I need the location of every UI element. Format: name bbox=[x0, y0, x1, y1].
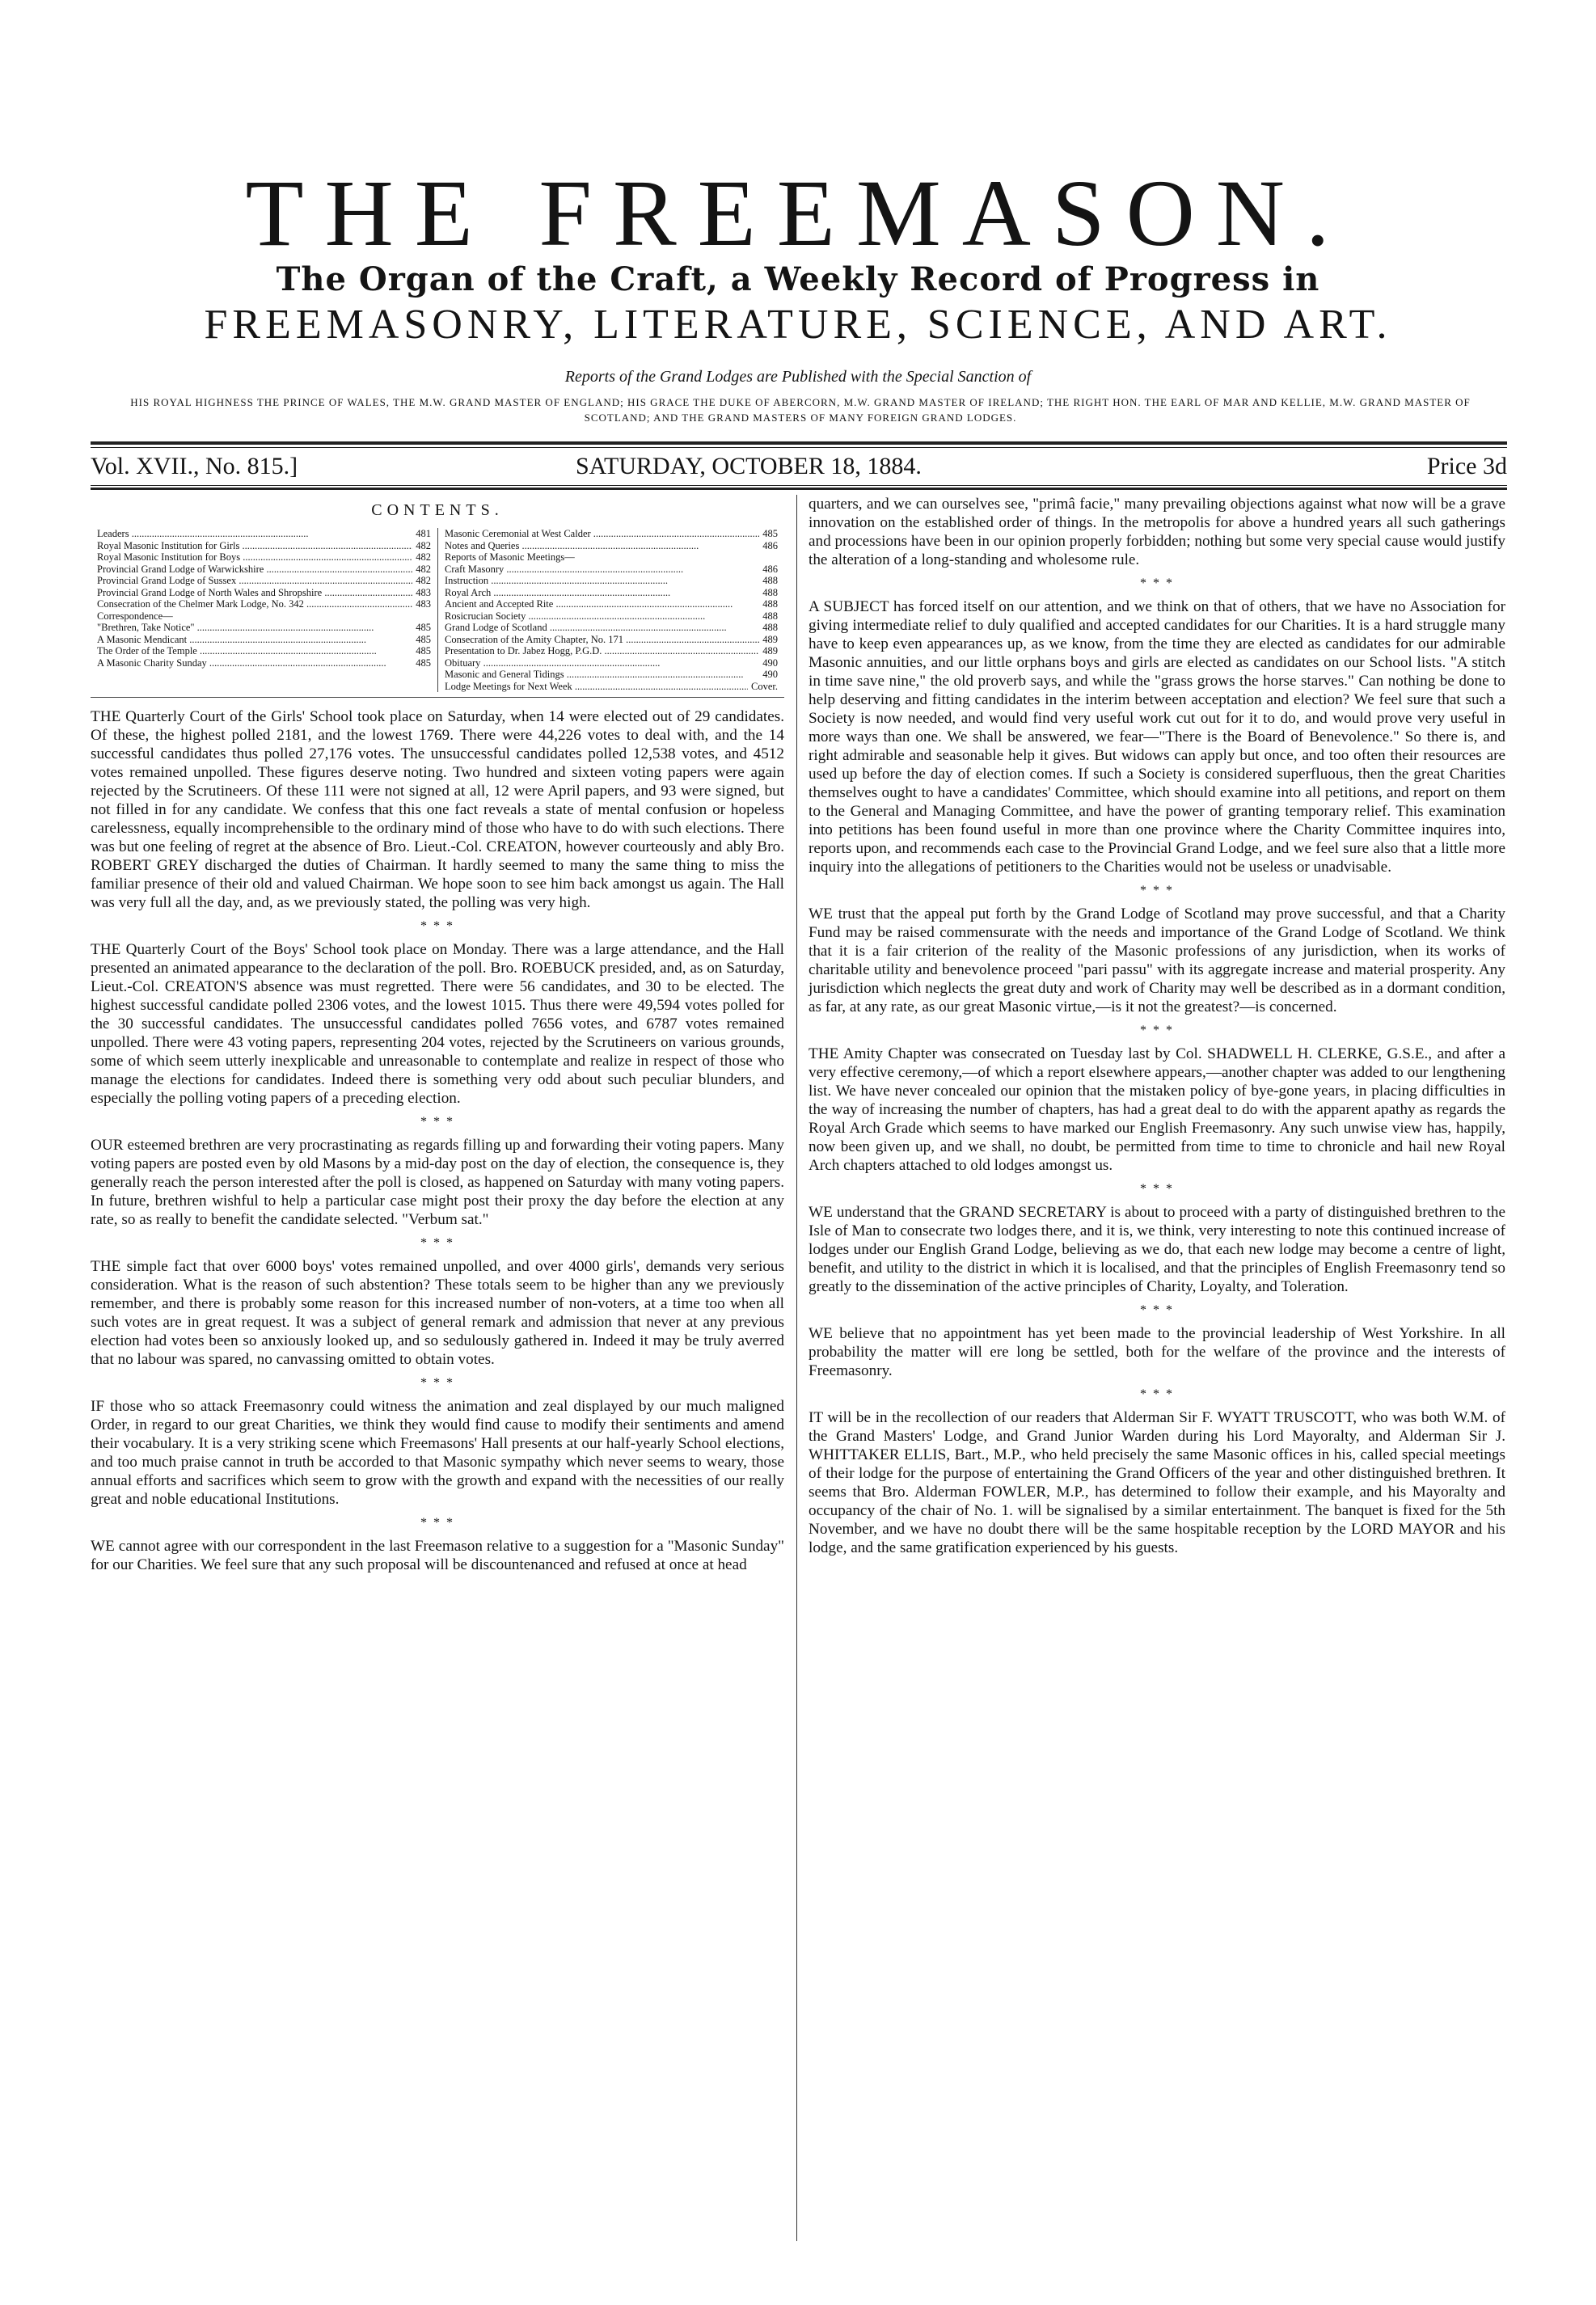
contents-entry bbox=[97, 540, 431, 552]
section-separator: * * * bbox=[420, 919, 454, 933]
masthead-title: THE FREEMASON. bbox=[245, 160, 1351, 266]
contents-entry bbox=[445, 610, 778, 623]
contents-entry-title: Leaders ..... bbox=[97, 528, 308, 540]
section-separator: * * * bbox=[420, 1376, 454, 1390]
contents-table bbox=[91, 528, 784, 692]
contents-entry-page: 482 bbox=[416, 551, 431, 563]
contents-entry-page: 488 bbox=[762, 610, 778, 622]
contents-entry bbox=[97, 575, 431, 587]
contents-entry-page: 488 bbox=[762, 575, 778, 586]
contents-entry-page: 490 bbox=[762, 656, 778, 669]
contents-entry-title: Royal Masonic Institution for Boys ..... bbox=[97, 551, 412, 564]
contents-entry-title: Grand Lodge of Scotland ..... bbox=[445, 622, 727, 634]
contents-entry bbox=[445, 575, 778, 587]
section-separator: * * * bbox=[420, 1115, 454, 1129]
contents-entry-page: 489 bbox=[762, 645, 778, 656]
article-paragraph: THE simple fact that over 6000 boys' votes remained unpolled, and over 4000 girls', demands very serious consideration. What is the reason of such abstention? These totals seem to be higher than any we previously remember, and there is probably some reason for this increased number of non-voters, at a time too when all such votes are in great request. It was a subject of general remark and admission that never at any previous election had votes been so anxiously looked up, and so sedulously gathered in. Indeed it may be truly averred that no labour was spared, no canvassing omitted to obtain votes. bbox=[91, 1258, 784, 1368]
contents-entry-page bbox=[428, 610, 431, 623]
section-separator: * * * bbox=[1140, 1303, 1174, 1317]
contents-entry-page: 486 bbox=[762, 563, 778, 575]
sanction-line: Reports of the Grand Lodges are Published with the Special Sanction of bbox=[564, 368, 1032, 386]
contents-entry-page bbox=[775, 551, 778, 564]
contents-entry bbox=[445, 587, 778, 599]
contents-entry bbox=[445, 657, 778, 669]
contents-entry-title: Instruction ..... bbox=[445, 575, 668, 587]
contents-entry bbox=[445, 540, 778, 552]
rule-mid-thin bbox=[91, 485, 1507, 486]
contents-entry-title: Masonic and General Tidings ..... bbox=[445, 669, 743, 681]
contents-entry-title: Ancient and Accepted Rite ..... bbox=[445, 598, 733, 610]
contents-entry-title: "Brethren, Take Notice" ..... bbox=[97, 622, 374, 634]
contents-entry-title: A Masonic Charity Sunday ..... bbox=[97, 657, 386, 669]
rule-mid-thick bbox=[91, 488, 1507, 490]
contents-entry bbox=[97, 622, 431, 634]
article-paragraph: OUR esteemed brethren are very procrastinating as regards filling up and forwarding their voting papers. Many voting papers are posted even by old Masons by a mid-day post on the day of election, the consequence is, they generally reach the person interested after the poll is closed, as happened on Saturday with many voting papers. In future, brethren wishful to help a particular case might post their proxy the day before the election at any rate, so as really to benefit the candidate selected. "Verbum sat." bbox=[91, 1137, 784, 1228]
article-paragraph: A SUBJECT has forced itself on our attention, and we think on that of others, that we have no Association for giving intermediate relief to duly qualified and accepted candidates for our Charities. It is a hard struggle many have to keep even appearances up, as we know, from the time they are elected as candidates for our admirable Masonic annuities, and our little orphans boys and girls are elected as candidates on our School lists. "A stitch in time save nine," the old proverb says, and while the "grass grows the horse starves." Can nothing be done to help deserving and fitting candidates in the interim between acceptation and election? We feel sure that such a Society is now needed, and would find very useful work cut out for it to do, and would prove very useful in more ways than one. We shall be answered, we fear—"There is the Board of Benevolence." So there is, and right admirable and seasonable help it gives. But widows can apply but once, and too often their resources are used up before the day of election comes. If such a Society is considered superfluous, then the great Charities themselves ought to have a candidates' Committee, which should examine into all petitions, and report on them to the General and Managing Committee, and have the power of granting temporary relief. This examination into petitions has been found useful in more than one province where the Charity Committee inquires into, reports upon, and recommends each case to the Provincial Grand Lodge, and we feel sure also that a little more inquiry into the allegations of petitioners to the Charities would not be useless or unadvisable. bbox=[809, 598, 1505, 876]
contents-entry-page: 485 bbox=[416, 633, 431, 645]
contents-entry-page: 485 bbox=[416, 622, 431, 633]
contents-entry-title: Provincial Grand Lodge of North Wales and Shropshire ..... bbox=[97, 587, 412, 599]
contents-entry-title: Lodge Meetings for Next Week ..... bbox=[445, 681, 748, 693]
article-paragraph: IT will be in the recollection of our readers that Alderman Sir F. WYATT TRUSCOTT, who was both W.M. of the Grand Masters' Lodge, and Grand Junior Warden during his Lord Mayoralty, and Alderman Sir J. WHITTAKER ELLIS, Bart., M.P., who held precisely the same Masonic offices in his, called special meetings of their lodge for the purpose of entertaining the Grand Officers of the year and other distinguished brethren. It seems that Bro. Alderman FOWLER, M.P., has determined to follow their example, and his Mayoralty and occupancy of the chair of No. 1. will be signalised by a similar entertainment. The banquet is fixed for the 5th November, and we have no doubt there will be the same hospitable reception by the LORD MAYOR and his lodge, and the same gratification experienced by his guests. bbox=[809, 1409, 1505, 1556]
right-articles bbox=[809, 495, 1505, 1557]
contents-entry-title: Obituary ..... bbox=[445, 657, 660, 669]
contents-entry-title: Masonic Ceremonial at West Calder ..... bbox=[445, 528, 759, 540]
issue-row bbox=[91, 453, 1507, 485]
contents-entry-title: Rosicrucian Society ..... bbox=[445, 610, 705, 623]
contents-entry bbox=[97, 645, 431, 657]
article-paragraph: IF those who so attack Freemasonry could witness the animation and zeal displayed by our much maligned Order, in regard to our great Charities, we think they would find cause to modify their sentiments and amend their vocabulary. It is a very striking scene which Freemasons' Hall presents at our half-yearly School elections, and too much praise cannot in truth be accorded to that Masonic sympathy which never seems to weary, those annual efforts and sacrifices which seem to grow with the growth and expand with the necessities of our really great and noble educational Institutions. bbox=[91, 1398, 784, 1508]
contents-entry-page: 483 bbox=[416, 598, 431, 610]
rule-top-thick bbox=[91, 441, 1507, 445]
contents-entry bbox=[445, 622, 778, 634]
contents-entry-page: 485 bbox=[416, 645, 431, 656]
contents-entry-title: Royal Arch ..... bbox=[445, 587, 670, 599]
contents-heading: CONTENTS. bbox=[371, 501, 504, 519]
contents-entry-title: Consecration of the Amity Chapter, No. 171 ..... bbox=[445, 634, 759, 646]
article-paragraph: THE Amity Chapter was consecrated on Tuesday last by Col. SHADWELL H. CLERKE, G.S.E., and after a very effective ceremony,—of which a report elsewhere appears,—another chapter was added to our lengthening list. We have never concealed our opinion that the mistaken policy of bye-gone years, in placing difficulties in the way of increasing the number of chapters, has had a great deal to do with the apparent apathy as regards the Royal Arch Grade which seems to have marked our English Freemasonry. Any such unwise view has, happily, now been given up, and we shall, no doubt, be permitted from time to time to chronicle and hail new Royal Arch chapters attached to old lodges amongst us. bbox=[809, 1045, 1505, 1174]
column-divider bbox=[796, 495, 797, 2241]
contents-entry-title: Royal Masonic Institution for Girls ..... bbox=[97, 540, 412, 552]
contents-entry bbox=[445, 645, 778, 657]
contents-entry-page: 485 bbox=[416, 656, 431, 669]
contents-entry-title: Craft Masonry ..... bbox=[445, 564, 683, 576]
masthead-subtitle: FREEMASONRY, LITERATURE, SCIENCE, AND ART. bbox=[204, 302, 1392, 348]
contents-entry-page: 482 bbox=[416, 575, 431, 586]
left-column bbox=[91, 495, 784, 1579]
contents-entry-page: 482 bbox=[416, 539, 431, 551]
article-paragraph: THE Quarterly Court of the Girls' School took place on Saturday, when 14 were elected out of 29 candidates. Of these, the highest polled 2181, and the lowest 1769. There were 44,226 votes to deal with, and the 14 successful candidates thus polled 27,176 votes. The unsuccessful candidates polled 12,538 votes, and 4512 votes remained unpolled. These figures deserve noting. Two hundred and sixteen voting papers were again rejected by the Scrutineers. Of these 111 were not signed at all, 12 were April papers, and 93 were signed, but not filled in for any candidate. We confess that this one fact reveals a state of mental confusion or hopeless carelessness, equally incomprehensible to the ordinary mind of those who have to do with such elections. There was but one feeling of regret at the absence of Bro. Lieut.-Col. CREATON, however courteously and ably Bro. ROBERT GREY discharged the duties of Chairman. It hardly seemed to many the same thing to miss the familiar presence of their old and valued Chairman. We hope soon to see him back amongst us again. The Hall was very full all the day, and, as we previously stated, the polling was very high. bbox=[91, 708, 784, 911]
contents-entry-page: 488 bbox=[762, 622, 778, 633]
contents-entry bbox=[445, 634, 778, 646]
article-paragraph: WE believe that no appointment has yet been made to the provincial leadership of West Yorkshire. In all probability the matter will ere long be settled, both for the welfare of the province and the interests of Freemasonry. bbox=[809, 1325, 1505, 1379]
contents-entry-title: Notes and Queries ..... bbox=[445, 540, 699, 552]
article-paragraph: WE trust that the appeal put forth by the Grand Lodge of Scotland may prove successful, and that a Charity Fund may be raised commensurate with the needs and importance of the Grand Lodge of Scotland. We think that it is a fair criterion of the reality of the Masonic professions of any jurisdiction, when its works of charitable utility and benevolence proceed "pari passu" with its aggregate increase and material prosperity. Any jurisdiction which neglects the great duty and work of Charity may well be described as in a dormant condition, as far, at any rate, as our great Masonic virtue,—is it not the greatest?—is concerned. bbox=[809, 906, 1505, 1015]
contents-entry-title: The Order of the Temple ..... bbox=[97, 645, 377, 657]
section-separator: * * * bbox=[420, 1236, 454, 1250]
contents-entry-page: 483 bbox=[416, 586, 431, 598]
contents-entry-page: 486 bbox=[762, 539, 778, 551]
contents-left bbox=[91, 528, 437, 692]
contents-entry bbox=[445, 598, 778, 610]
contents-entry-title: Consecration of the Chelmer Mark Lodge, No. 342 ..... bbox=[97, 598, 412, 610]
contents-entry-title: Correspondence— bbox=[97, 610, 173, 622]
contents-entry-title: A Masonic Mendicant ..... bbox=[97, 634, 366, 646]
contents-entry bbox=[445, 528, 778, 540]
contents-entry bbox=[445, 669, 778, 681]
section-separator: * * * bbox=[420, 1516, 454, 1530]
contents-right bbox=[437, 528, 784, 692]
section-separator: * * * bbox=[1140, 1182, 1174, 1196]
left-articles bbox=[91, 707, 784, 1574]
article-paragraph: WE cannot agree with our correspondent in the last Freemason relative to a suggestion for a "Masonic Sunday" for our Charities. We feel sure that any such proposal will be discountenanced and refused at once at head bbox=[91, 1538, 784, 1573]
contents-entry bbox=[97, 587, 431, 599]
article-paragraph: WE understand that the GRAND SECRETARY is about to proceed with a party of distinguished brethren to the Isle of Man to consecrate two lodges there, and it is, we think, very interesting to note this continued increase of lodges under our English Grand Lodge, believing as we do, that each new lodge may become a centre of light, benefit, and utility to the district in which it is localised, and that the principles of English Freemasonry tend so greatly to the dissemination of the active principles of Charity, Loyalty, and Toleration. bbox=[809, 1204, 1505, 1295]
section-separator: * * * bbox=[1140, 884, 1174, 897]
contents-entry bbox=[445, 681, 778, 693]
contents-entry-page: 488 bbox=[762, 598, 778, 610]
contents-entry-page: 485 bbox=[762, 528, 778, 539]
contents-entry-title: Presentation to Dr. Jabez Hogg, P.G.D. ..... bbox=[445, 645, 759, 657]
contents-entry-page: 489 bbox=[762, 633, 778, 645]
contents-entry-title: Provincial Grand Lodge of Sussex ..... bbox=[97, 575, 412, 587]
contents-entry-title: Reports of Masonic Meetings— bbox=[445, 551, 575, 563]
contents-entry-page: 481 bbox=[416, 528, 431, 539]
article-paragraph: THE Quarterly Court of the Boys' School took place on Monday. There was a large attendance, and the Hall presented an animated appearance to the declaration of the poll. Bro. ROEBUCK presided, and, as on Saturday, Lieut.-Col. CREATON'S absence was must regretted. There were 56 candidates, and 30 to be elected. The highest successful candidate polled 2306 votes, and the lowest 1015. Thus there were 49,594 votes polled for the 30 successful candidates. The unsuccessful candidates polled 7656 votes, and 6787 votes remained unpolled. There were 43 voting papers, representing 204 votes, rejected by the Scrutineers on various grounds, some of which seem utterly inexplicable and unreasonable to contemplate and realize in respect of those who manage the elections for candidates. Indeed there is something very odd about such peculiar blunders, and especially the polling voting papers of a preceding election. bbox=[91, 941, 784, 1107]
patrons-line: HIS ROYAL HIGHNESS THE PRINCE OF WALES, THE M.W. GRAND MASTER OF ENGLAND; HIS GRACE THE DUKE OF ABERCORN, M.W. GRAND MASTER OF IRELAND; THE RIGHT HON. THE EARL OF MAR AND KELLIE, M.W. GRAND MASTER OF SCOTLAND; AND THE GRAND MASTERS OF MANY FOREIGN GRAND LODGES. bbox=[130, 396, 1471, 424]
contents-entry-page: Cover. bbox=[751, 680, 778, 692]
issue-date: SATURDAY, OCTOBER 18, 1884. bbox=[576, 453, 922, 479]
section-separator: * * * bbox=[1140, 1024, 1174, 1037]
contents-entry bbox=[97, 551, 431, 564]
section-separator: * * * bbox=[1140, 1387, 1174, 1401]
contents-entry bbox=[445, 564, 778, 576]
contents-entry bbox=[97, 657, 431, 669]
volume-number: Vol. XVII., No. 815.] bbox=[91, 453, 298, 479]
price: Price 3d bbox=[1426, 453, 1507, 479]
contents-entry-page: 490 bbox=[762, 669, 778, 680]
contents-entry bbox=[97, 598, 431, 610]
masthead-blackletter-subtitle: The Organ of the Craft, a Weekly Record of Progress in bbox=[276, 260, 1320, 298]
right-column bbox=[809, 495, 1505, 1562]
rule-top-thin bbox=[91, 447, 1507, 448]
contents-entry-page: 488 bbox=[762, 586, 778, 598]
section-separator: * * * bbox=[1140, 576, 1174, 590]
contents-entry bbox=[97, 528, 431, 540]
contents-entry bbox=[97, 610, 431, 623]
contents-entry-page: 482 bbox=[416, 563, 431, 575]
contents-entry bbox=[445, 551, 778, 564]
contents-rule bbox=[91, 697, 784, 698]
contents-entry-title: Provincial Grand Lodge of Warwickshire ..... bbox=[97, 564, 412, 576]
contents-entry bbox=[97, 564, 431, 576]
contents-entry bbox=[97, 634, 431, 646]
article-paragraph: quarters, and we can ourselves see, "primâ facie," many prevailing objections against what now will be a grave innovation on the established order of things. In the metropolis for above a hundred years all such gatherings and processions have been in our opinion properly forbidden; nothing but some very special cause would justify the alteration of a long-standing and wholesome rule. bbox=[809, 496, 1505, 568]
